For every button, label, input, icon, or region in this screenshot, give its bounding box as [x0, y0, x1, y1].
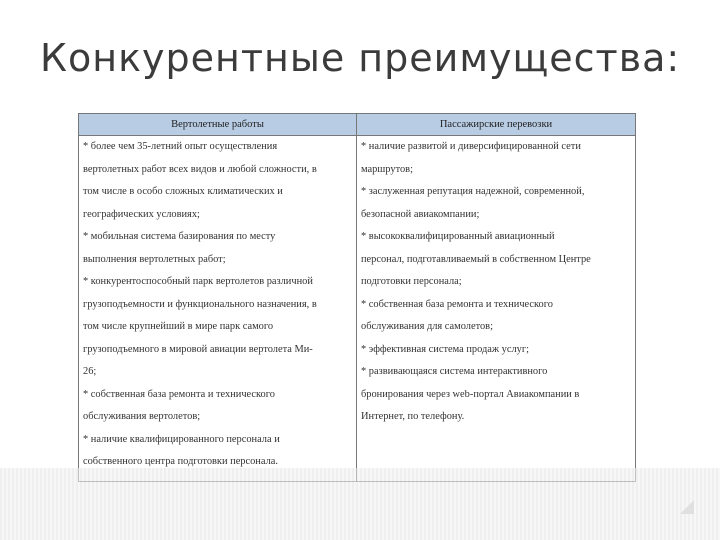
column-header-passenger-transport: Пассажирские перевозки — [439, 119, 553, 130]
corner-decoration — [680, 500, 694, 514]
cell-text-line: том числе в особо сложных климатических и — [83, 186, 283, 197]
passenger-transport-cell — [357, 136, 635, 481]
cell-text-line: географических условиях; — [83, 208, 200, 220]
cell-text-line: * более чем 35-летний опыт осуществления — [83, 141, 278, 152]
cell-text-line: * высококвалифицированный авиационный — [361, 231, 555, 242]
cell-text-line: грузоподъемности и функционального назначения, в — [83, 298, 317, 310]
decorative-footer-band — [0, 468, 720, 540]
cell-text-line: * конкурентоспособный парк вертолетов различной — [83, 276, 313, 287]
cell-text-line: выполнения вертолетных работ; — [83, 253, 226, 265]
cell-text-line: безопасной авиакомпании; — [361, 208, 480, 220]
cell-text-line: 26; — [83, 366, 97, 377]
table-row — [79, 136, 635, 481]
cell-text-line: том числе крупнейший в мире парк самого — [83, 321, 274, 332]
helicopter-works-cell — [79, 136, 357, 481]
advantages-table — [78, 113, 636, 482]
cell-text-line: грузоподъемного в мировой авиации вертолета Ми- — [83, 343, 313, 355]
cell-text-line: * заслуженная репутация надежной, современной, — [361, 186, 585, 197]
page-title: Конкурентные преимущества: — [40, 36, 681, 80]
column-header-helicopter-works: Вертолетные работы — [79, 114, 357, 135]
cell-text-line: собственного центра подготовки персонала. — [83, 456, 278, 467]
cell-text-line: Интернет, по телефону. — [361, 411, 465, 422]
cell-text-line: * мобильная система базирования по месту — [83, 231, 276, 242]
cell-text-line: * наличие квалифицированного персонала и — [83, 433, 280, 445]
cell-text-line: маршрутов; — [361, 163, 413, 175]
cell-text-line: вертолетных работ всех видов и любой сложности, в — [83, 163, 317, 175]
cell-text-line: * эффективная система продаж услуг; — [361, 343, 529, 355]
cell-text-line: обслуживания вертолетов; — [83, 411, 201, 422]
cell-text-line: * собственная база ремонта и технического — [361, 298, 553, 310]
cell-text-line: * собственная база ремонта и технического — [83, 388, 275, 400]
cell-text-line: * развивающаяся система интерактивного — [361, 366, 548, 377]
cell-text-line: обслуживания для самолетов; — [361, 321, 493, 332]
cell-text-line: персонал, подготавливаемый в собственном Центре — [361, 253, 591, 265]
cell-text-line: бронирования через web-портал Авиакомпании в — [361, 388, 580, 400]
table-header-row — [79, 114, 635, 136]
cell-text-line: подготовки персонала; — [361, 276, 462, 287]
cell-text-line: * наличие развитой и диверсифицированной сети — [361, 141, 581, 152]
